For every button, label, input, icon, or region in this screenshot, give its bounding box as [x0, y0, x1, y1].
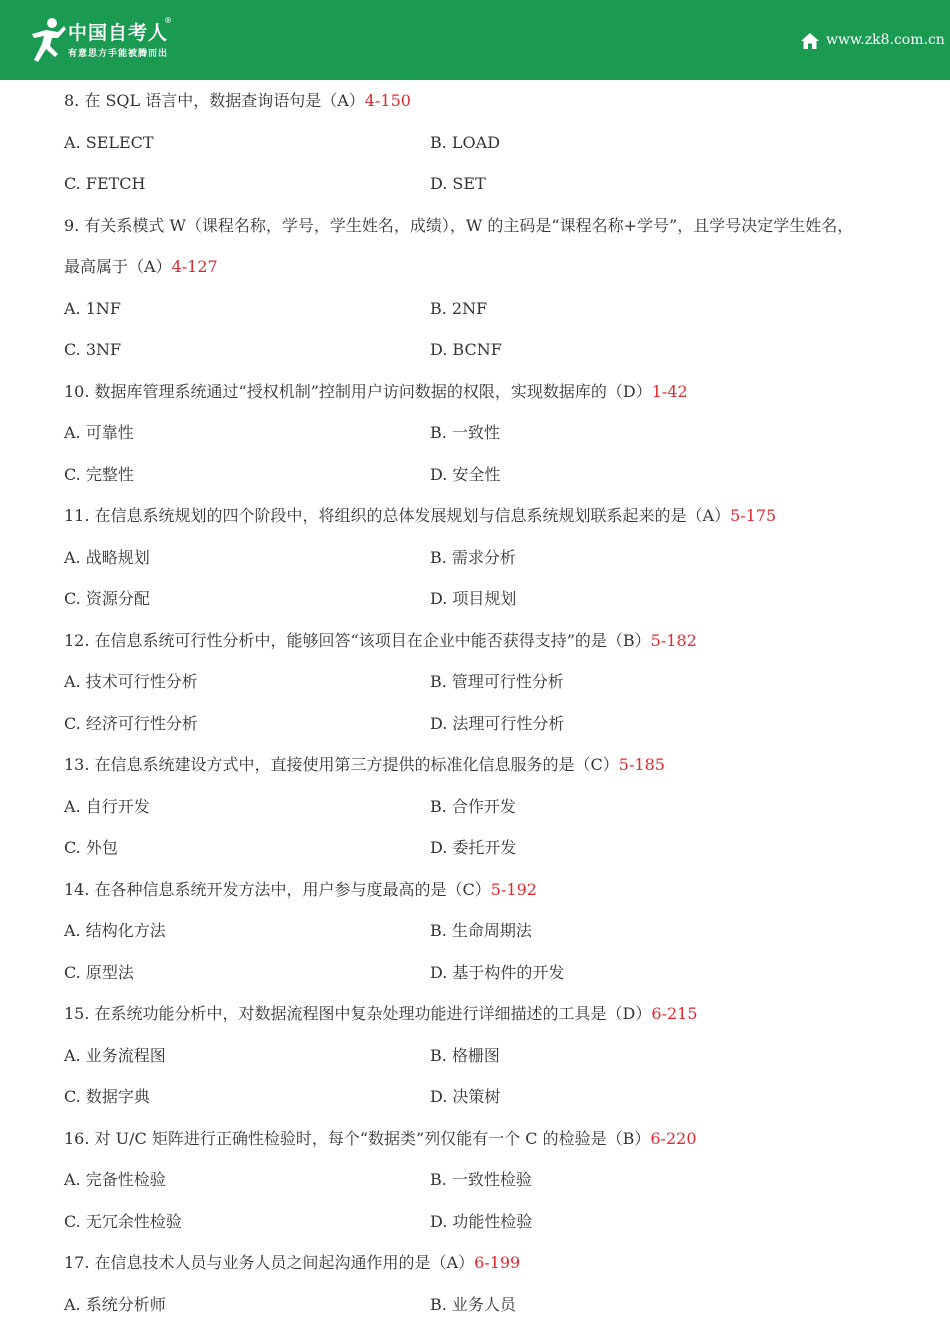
- site-url: www.zk8.com.cn: [826, 32, 945, 48]
- question-stem: [64, 1249, 520, 1277]
- answer-option: [430, 668, 564, 696]
- answer-option: [430, 917, 532, 945]
- answer-option: [430, 170, 486, 198]
- answer-option: [64, 959, 134, 987]
- option-text: B. 格栅图: [430, 1045, 500, 1065]
- option-text: B. 一致性检验: [430, 1170, 532, 1189]
- answer-option: [64, 336, 121, 364]
- answer-option: [64, 170, 146, 198]
- option-text: C. 原型法: [64, 962, 134, 982]
- logo-text: 中国自考人: [68, 22, 169, 44]
- option-text: C. FETCH: [64, 174, 146, 193]
- question-stem: [64, 751, 665, 779]
- answer-option: [430, 336, 502, 364]
- answer-option: [430, 129, 500, 157]
- answer-option: [430, 1208, 532, 1236]
- question-number: 15.: [64, 1004, 90, 1023]
- option-text: A. 战略规划: [64, 547, 150, 567]
- question-number: 10.: [64, 381, 90, 401]
- option-text: A. 结构化方法: [64, 921, 166, 940]
- option-text: B. LOAD: [430, 132, 501, 152]
- answer-option: [430, 295, 487, 323]
- answer-option: [64, 1291, 166, 1319]
- answer-option: [64, 1166, 166, 1194]
- question-text: 在各种信息系统开发方法中，用户参与度最高的是（C）: [94, 879, 491, 899]
- question-text: 数据库管理系统通过“授权机制”控制用户访问数据的权限，实现数据库的（D）: [94, 381, 652, 401]
- option-text: A. 技术可行性分析: [64, 672, 198, 691]
- option-text: C. 数据字典: [64, 1087, 150, 1106]
- option-text: B. 2NF: [430, 298, 488, 318]
- running-figure-icon: [28, 16, 68, 66]
- page-reference: 5-182: [650, 630, 697, 650]
- home-icon: [800, 32, 820, 50]
- answer-option: [64, 295, 121, 323]
- option-text: D. SET: [430, 174, 486, 193]
- answer-option: [64, 129, 154, 157]
- option-text: C. 外包: [64, 838, 118, 857]
- option-text: D. 安全性: [430, 464, 501, 484]
- answer-option: [430, 1042, 500, 1070]
- option-text: A. 完备性检验: [64, 1170, 166, 1189]
- answer-option: [64, 1042, 166, 1070]
- answer-option: [64, 1208, 182, 1236]
- option-text: B. 一致性: [430, 423, 500, 442]
- option-text: C. 3NF: [64, 340, 122, 359]
- question-stem: [64, 212, 853, 240]
- answer-option: [64, 544, 150, 572]
- answer-option: [64, 461, 134, 489]
- option-text: D. 委托开发: [430, 838, 517, 857]
- question-text: 在信息系统规划的四个阶段中，将组织的总体发展规划与信息系统规划联系起来的是（A）: [94, 506, 731, 525]
- question-stem: [64, 876, 537, 904]
- question-text: 在系统功能分析中，对数据流程图中复杂处理功能进行详细描述的工具是（D）: [94, 1004, 652, 1023]
- option-text: B. 生命周期法: [430, 921, 532, 940]
- option-text: A. SELECT: [64, 132, 154, 152]
- answer-option: [64, 1083, 150, 1111]
- answer-option: [430, 461, 500, 489]
- question-number: 14.: [64, 879, 90, 899]
- site-header: [0, 0, 950, 80]
- answer-option: [64, 668, 198, 696]
- question-stem: [64, 502, 776, 530]
- logo-slogan: 有意思方手能被腾而出: [68, 49, 169, 59]
- option-text: C. 经济可行性分析: [64, 713, 198, 733]
- answer-option: [430, 710, 564, 738]
- question-stem: [64, 378, 688, 406]
- question-number: 16.: [64, 1128, 90, 1148]
- option-text: A. 系统分析师: [64, 1294, 166, 1314]
- question-number: 8.: [64, 91, 80, 110]
- page-reference: 1-42: [651, 381, 688, 401]
- option-text: D. 基于构件的开发: [430, 962, 565, 982]
- question-text: 对 U/C 矩阵进行正确性检验时，每个“数据类”列仅能有一个 C 的检验是（B）: [94, 1128, 651, 1148]
- option-text: A. 1NF: [64, 298, 122, 318]
- option-text: D. 功能性检验: [430, 1211, 533, 1231]
- page-reference: 5-175: [730, 506, 777, 525]
- option-text: C. 无冗余性检验: [64, 1211, 182, 1231]
- option-text: B. 需求分析: [430, 547, 516, 567]
- answer-option: [430, 793, 516, 821]
- page-reference: 4-127: [171, 257, 218, 276]
- answer-option: [64, 710, 198, 738]
- option-text: D. BCNF: [430, 340, 502, 359]
- question-number: 11.: [64, 506, 90, 525]
- question-number: 12.: [64, 630, 90, 650]
- question-number: 13.: [64, 755, 90, 774]
- page-reference: 5-192: [490, 879, 537, 899]
- page-reference: 5-185: [618, 755, 665, 774]
- page-reference: 6-220: [650, 1128, 697, 1148]
- option-text: D. 项目规划: [430, 589, 517, 608]
- option-text: C. 资源分配: [64, 589, 150, 608]
- answer-option: [430, 1291, 516, 1319]
- answer-option: [64, 585, 150, 613]
- question-stem: [64, 1125, 697, 1153]
- question-text: 在信息系统可行性分析中，能够回答“该项目在企业中能否获得支持”的是（B）: [94, 630, 651, 650]
- option-text: A. 自行开发: [64, 796, 150, 816]
- option-text: C. 完整性: [64, 464, 134, 484]
- question-text: 在信息技术人员与业务人员之间起沟通作用的是（A）: [94, 1253, 475, 1272]
- registered-mark: ®: [164, 16, 172, 25]
- answer-option: [64, 917, 166, 945]
- answer-option: [430, 1083, 500, 1111]
- site-logo[interactable]: [28, 16, 188, 66]
- question-text: 有关系模式 W（课程名称，学号，学生姓名，成绩），W 的主码是“课程名称+学号”，且学号决定学生姓名，: [84, 215, 854, 235]
- answer-option: [430, 419, 500, 447]
- option-text: D. 决策树: [430, 1087, 501, 1106]
- answer-option: [430, 834, 516, 862]
- question-stem: [64, 87, 411, 115]
- answer-option: [430, 1166, 532, 1194]
- option-text: A. 业务流程图: [64, 1045, 166, 1065]
- question-stem: [64, 1000, 698, 1028]
- question-stem: [64, 627, 697, 655]
- answer-option: [64, 419, 134, 447]
- answer-option: [64, 793, 150, 821]
- answer-option: [64, 834, 118, 862]
- option-text: B. 管理可行性分析: [430, 672, 564, 691]
- question-text: 在信息系统建设方式中，直接使用第三方提供的标准化信息服务的是（C）: [94, 755, 619, 774]
- page-reference: 6-199: [474, 1253, 521, 1272]
- page-reference: 6-215: [651, 1004, 698, 1023]
- option-text: B. 合作开发: [430, 796, 516, 816]
- option-text: A. 可靠性: [64, 423, 134, 442]
- question-number: 17.: [64, 1253, 90, 1272]
- answer-option: [430, 959, 564, 987]
- page-reference: 4-150: [364, 91, 411, 110]
- question-number: 9.: [64, 215, 80, 235]
- option-text: B. 业务人员: [430, 1294, 516, 1314]
- question-text: 在 SQL 语言中，数据查询语句是（A）: [84, 91, 365, 110]
- option-text: D. 法理可行性分析: [430, 713, 565, 733]
- answer-option: [430, 585, 516, 613]
- question-stem-continued: [64, 253, 218, 281]
- question-text-continued: 最高属于（A）: [64, 257, 172, 276]
- answer-option: [430, 544, 516, 572]
